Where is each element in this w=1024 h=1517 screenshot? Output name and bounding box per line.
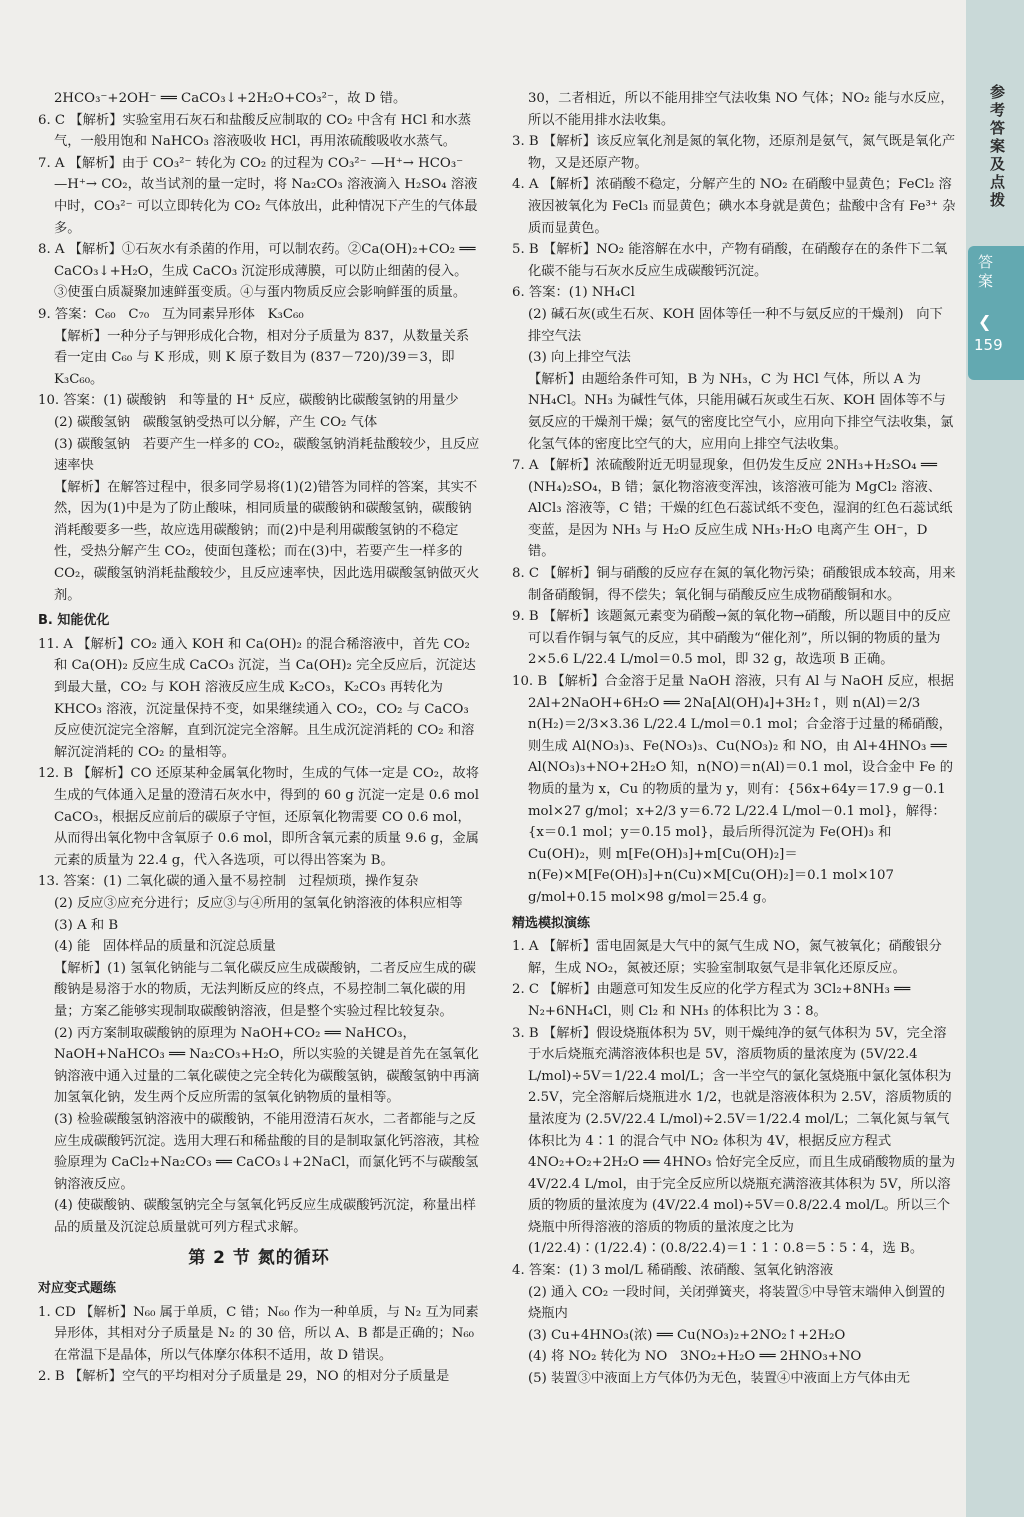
section-heading: 精选模拟演练 [512,915,591,931]
answer-detail: (2) 丙方案制取碳酸钠的原理为 NaOH+CO₂ ══ NaHCO₃，NaOH+NaHCO₃ ══ Na₂CO₃+H₂O，所以实验的关键是首先在氢氧化钠溶液中通入过量的二氧化碳使之完全转化为碳酸氢钠，碳酸氢钠中再滴加氢氧化钠，发生两个反应所需的氢氧化钠物质的量相等。 [53,1025,480,1106]
answer-detail: (3) A 和 B [53,917,119,933]
answer-item: 9. 答案：C₆₀ C₇₀ 互为同素异形体 K₃C₆₀ [38,306,304,322]
answer-detail: 【解析】(1) 氢氧化钠能与二氧化碳反应生成碳酸钠，二者反应生成的碳酸钠是易溶于水的物质，无法判断反应的终点，不易控制二氧化碳的用量；方案乙能够实现制取碳酸钠溶液，但是整个实验过程比较复杂。 [53,960,476,1019]
answer-detail: (2) 通入 CO₂ 一段时间，关闭弹簧夹，将装置⑤中导管末端伸入倒置的烧瓶内 [527,1284,945,1322]
answer-detail: (2) 碳酸氢钠 碳酸氢钠受热可以分解，产生 CO₂ 气体 [53,414,378,430]
answer-detail: (3) 检验碳酸氢钠溶液中的碳酸钠，不能用澄清石灰水，二者都能与之反应生成碳酸钙沉淀。选用大理石和稀盐酸的目的是制取氯化钙溶液，其检验原理为 CaCl₂+Na₂CO₃ ══ CaCO₃↓+2NaCl，而氯化钙不与碳酸氢钠溶液反应。 [53,1111,480,1192]
answer-item: 8. A 【解析】①石灰水有杀菌的作用，可以制农药。②Ca(OH)₂+CO₂ ══ CaCO₃↓+H₂O，生成 CaCO₃ 沉淀形成薄膜，可以防止细菌的侵入。③使蛋白质凝聚加速鲜蛋变质。④与蛋内物质反应会影响鲜蛋的质量。 [38,242,480,301]
sidebar-title: 参考答案及点拨 [988,84,1006,210]
answer-detail: (3) 向上排空气法 [527,350,631,366]
chapter-heading: 第 2 节 氮的循环 [188,1248,330,1269]
answer-item: 8. C 【解析】铜与硝酸的反应存在氮的氧化物污染；硝酸银成本较高，用来制备硝酸铜，得不偿失；氧化铜与硝酸反应生成物硝酸铜和水。 [512,566,956,603]
answer-item: 10. 答案：(1) 碳酸钠 和等量的 H⁺ 反应，碳酸钠比碳酸氢钠的用量少 [38,393,459,409]
answer-detail: (4) 使碳酸钠、碳酸氢钠完全与氢氧化钙反应生成碳酸钙沉淀，称量出样品的质量及沉淀总质量就可列方程式求解。 [53,1198,476,1235]
answer-item: 4. 答案：(1) 3 mol/L 稀硝酸、浓硝酸、氢氧化钠溶液 [512,1263,834,1279]
answer-detail: 30，二者相近，所以不能用排空气法收集 NO 气体；NO₂ 能与水反应，所以不能用排水法收集。 [527,91,954,128]
answer-item: 3. B 【解析】该反应氧化剂是氮的氧化物，还原剂是氨气，氮气既是氧化产物，又是还原产物。 [512,134,956,171]
section-heading: B. 知能优化 [38,613,110,629]
answer-detail: (2) 反应③应充分进行；反应③与④所用的氢氧化钠溶液的体积应相等 [53,895,463,911]
section-heading: 对应变式题练 [38,1281,117,1297]
tab-label: 答案 [976,254,994,292]
answer-item: 10. B 【解析】合金溶于足量 NaOH 溶液，只有 Al 与 NaOH 反应，根据 2Al+2NaOH+6H₂O ══ 2Na[Al(OH)₄]+3H₂↑，则 n(Al)＝2/3 n(H₂)＝2/3×3.36 L/22.4 L/mol＝0.1 mol；合金溶于过量的稀硝酸，则生成 Al(NO₃)₃、Fe(NO₃)₃、Cu(NO₃)₂ 和 NO，由 Al+4HNO₃ ══ Al(NO₃)₃+NO+2H₂O 知，n(NO)＝n(Al)＝0.1 mol，设合金中 Fe 的物质的量为 x，Cu 的物质的量为 y，则有：{56x+64y＝17.9 g－0.1 mol×27 g/mol；x+2/3 y＝6.72 L/22.4 L/mol－0.1 mol}，解得：{x＝0.1 mol；y＝0.15 mol}，最后所得沉淀为 Fe(OH)₃ 和 Cu(OH)₂，则 m[Fe(OH)₃]+m[Cu(OH)₂]＝n(Fe)×M[Fe(OH)₃]+n(Cu)×M[Cu(OH)₂]＝0.1 mol×107 g/mol+0.15 mol×98 g/mol＝25.4 g。 [512,674,959,905]
answer-item: 13. 答案：(1) 二氧化碳的通入量不易控制 过程烦琐，操作复杂 [38,874,419,890]
answer-item: 3. B 【解析】假设烧瓶体积为 5V，则干燥纯净的氨气体积为 5V，完全溶于水后烧瓶充满溶液体积也是 5V，溶质物质的量浓度为 (5V/22.4 L/mol)÷5V＝1/22.4 mol/L；含一半空气的氯化氢烧瓶中氯化氢体积为 2.5V，完全溶解后烧瓶进水 1/2，也就是溶液体积为 2.5V，溶质物质的量浓度为 (2.5V/22.4 L/mol)÷2.5V＝1/22.4 mol/L；二氧化氮与氧气体积比为 4∶1 的混合气中 NO₂ 体积为 4V，根据反应方程式 4NO₂+O₂+2H₂O ══ 4HNO₃ 恰好完全反应，而且生成硝酸物质的量为 4V/22.4 L/mol，由于完全反应所以烧瓶充满溶液其体积为 5V，所以溶质的物质的量浓度为 (4V/22.4 mol)÷5V＝0.8/22.4 mol/L。所以三个烧瓶中所得溶液的溶质的物质的量浓度之比为 (1/22.4)∶(1/22.4)∶(0.8/22.4)＝1∶1∶0.8＝5∶5∶4，选 B。 [512,1025,960,1257]
answer-detail: (4) 能 固体样品的质量和沉淀总质量 [53,939,276,955]
answer-item: 12. B 【解析】CO 还原某种金属氧化物时，生成的气体一定是 CO₂，故将生成的气体通入足量的澄清石灰水中，得到的 60 g 沉淀一定是 0.6 mol CaCO₃，根据反应前后的碳原子守恒，还原氧化物需要 CO 0.6 mol，从而得出氧化物中含氧原子 0.6 mol，即所含氧元素的质量 9.6 g，金属元素的质量为 22.4 g，代入各选项，可以得出答案为 B。 [38,766,484,868]
right-column [512,88,960,1390]
answer-detail: (3) 碳酸氢钠 若要产生一样多的 CO₂，碳酸氢钠消耗盐酸较少，且反应速率快 [53,436,480,474]
answer-item: 11. A 【解析】CO₂ 通入 KOH 和 Ca(OH)₂ 的混合稀溶液中，首先 CO₂ 和 Ca(OH)₂ 反应生成 CaCO₃ 沉淀，当 Ca(OH)₂ 完全反应后，沉淀达到最大量，CO₂ 与 KOH 溶液反应生成 K₂CO₃，K₂CO₃ 再转化为 KHCO₃ 溶液，沉淀量保持不变，如果继续通入 CO₂，CO₂ 与 CaCO₃ 反应使沉淀完全溶解，直到沉淀完全溶解。且生成沉淀消耗的 CO₂ 和溶解沉淀消耗的 CO₂ 的量相等。 [38,636,476,760]
answer-item: 2. B 【解析】空气的平均相对分子质量是 29，NO 的相对分子质量是 [38,1369,450,1385]
answer-item: 6. C 【解析】实验室用石灰石和盐酸反应制取的 CO₂ 中含有 HCl 和水蒸气，一般用饱和 NaHCO₃ 溶液吸收 HCl，再用浓硫酸吸收水蒸气。 [38,112,472,150]
answer-detail: (4) 将 NO₂ 转化为 NO 3NO₂+H₂O ══ 2HNO₃+NO [527,1349,862,1365]
page-number: 159 [974,336,1003,354]
answer-detail: 【解析】由题给条件可知，B 为 NH₃，C 为 HCl 气体，所以 A 为 NH₄Cl。NH₃ 为碱性气体，只能用碱石灰或生石灰、KOH 固体等不与氨反应的干燥剂干燥；氨气的密度比空气小，应用向下排空气法收集，氯化氢气体的密度比空气的大，应用向上排空气法收集。 [527,371,954,452]
answer-item: 7. A 【解析】浓硫酸附近无明显现象，但仍发生反应 2NH₃+H₂SO₄ ══ (NH₄)₂SO₄，B 错；氯化物溶液变浑浊，该溶液可能为 MgCl₂ 溶液、AlCl₃ 溶液等，C 错；干燥的红色石蕊试纸不变色，湿润的红色石蕊试纸变蓝，是因为 NH₃ 与 H₂O 反应生成 NH₃·H₂O 电离产生 OH⁻，D 错。 [512,458,953,560]
answer-detail: 2HCO₃⁻+2OH⁻ ══ CaCO₃↓+2H₂O+CO₃²⁻，故 D 错。 [53,91,407,106]
answer-item: 2. C 【解析】由题意可知发生反应的化学方程式为 3Cl₂+8NH₃ ══ N₂+6NH₄Cl，则 Cl₂ 和 NH₃ 的体积比为 3∶8。 [512,982,915,1019]
answer-item: 1. CD 【解析】N₆₀ 属于单质，C 错；N₆₀ 作为一种单质，与 N₂ 互为同素异形体，其相对分子质量是 N₂ 的 30 倍，所以 A、B 都是正确的；N₆₀ 在常温下是晶体，所以气体摩尔体积不适用，故 D 错误。 [38,1304,479,1363]
answer-detail: 【解析】在解答过程中，很多同学易将(1)(2)错答为同样的答案，其实不然，因为(1)中是为了防止酸味，相同质量的碳酸钠和碳酸氢钠，碳酸钠消耗酸要多一些，故应选用碳酸钠；而(2)中是利用碳酸氢钠的不稳定性，受热分解产生 CO₂，使面包蓬松；而在(3)中，若要产生一样多的 CO₂，碳酸氢钠消耗盐酸较少，且反应速率快，因此选用碳酸氢钠做灭火剂。 [53,479,480,603]
answer-item: 7. A 【解析】由于 CO₃²⁻ 转化为 CO₂ 的过程为 CO₃²⁻ —H⁺→ HCO₃⁻ —H⁺→ CO₂，故当试剂的量一定时，将 Na₂CO₃ 溶液滴入 H₂SO₄ 溶液中时，CO₃²⁻ 可以立即转化为 CO₂ 气体放出，此种情况下产生的气体最多。 [38,155,478,236]
answer-detail: (2) 碱石灰(或生石灰、KOH 固体等任一种不与氨反应的干燥剂) 向下排空气法 [527,306,943,344]
answer-item: 1. A 【解析】雷电固氮是大气中的氮气生成 NO，氮气被氧化；硝酸银分解，生成 NO₂，氮被还原；实验室制取氨气是非氧化还原反应。 [512,939,942,976]
answer-detail: (3) Cu+4HNO₃(浓) ══ Cu(NO₃)₂+2NO₂↑+2H₂O [527,1327,846,1343]
left-column [38,88,484,1388]
sidebar-strip [966,0,1024,1517]
chevron-left-icon: ❮ [978,312,992,331]
answer-item: 6. 答案：(1) NH₄Cl [512,285,635,301]
answer-item: 5. B 【解析】NO₂ 能溶解在水中，产物有硝酸，在硝酸存在的条件下二氧化碳不能与石灰水反应生成碳酸钙沉淀。 [512,242,948,279]
answer-item: 9. B 【解析】该题氮元素变为硝酸→氮的氧化物→硝酸，所以题目中的反应可以看作铜与氧气的反应，其中硝酸为“催化剂”，所以铜的物质的量为 2×5.6 L/22.4 L/mol＝0.5 mol，即 32 g，故选项 B 正确。 [512,609,951,668]
answer-detail: (5) 装置③中液面上方气体仍为无色，装置④中液面上方气体由无 [527,1371,911,1387]
answer-detail: 【解析】一种分子与钾形成化合物，相对分子质量为 837，从数量关系看一定由 C₆₀ 与 K 形成，则 K 原子数目为 (837－720)/39＝3，即 K₃C₆₀。 [53,328,470,387]
answer-item: 4. A 【解析】浓硝酸不稳定，分解产生的 NO₂ 在硝酸中显黄色；FeCl₂ 溶液因被氧化为 FeCl₃ 而显黄色；碘水本身就是黄色；盐酸中含有 Fe³⁺ 杂质而显黄色。 [512,177,956,236]
answer-tab [968,246,1024,380]
